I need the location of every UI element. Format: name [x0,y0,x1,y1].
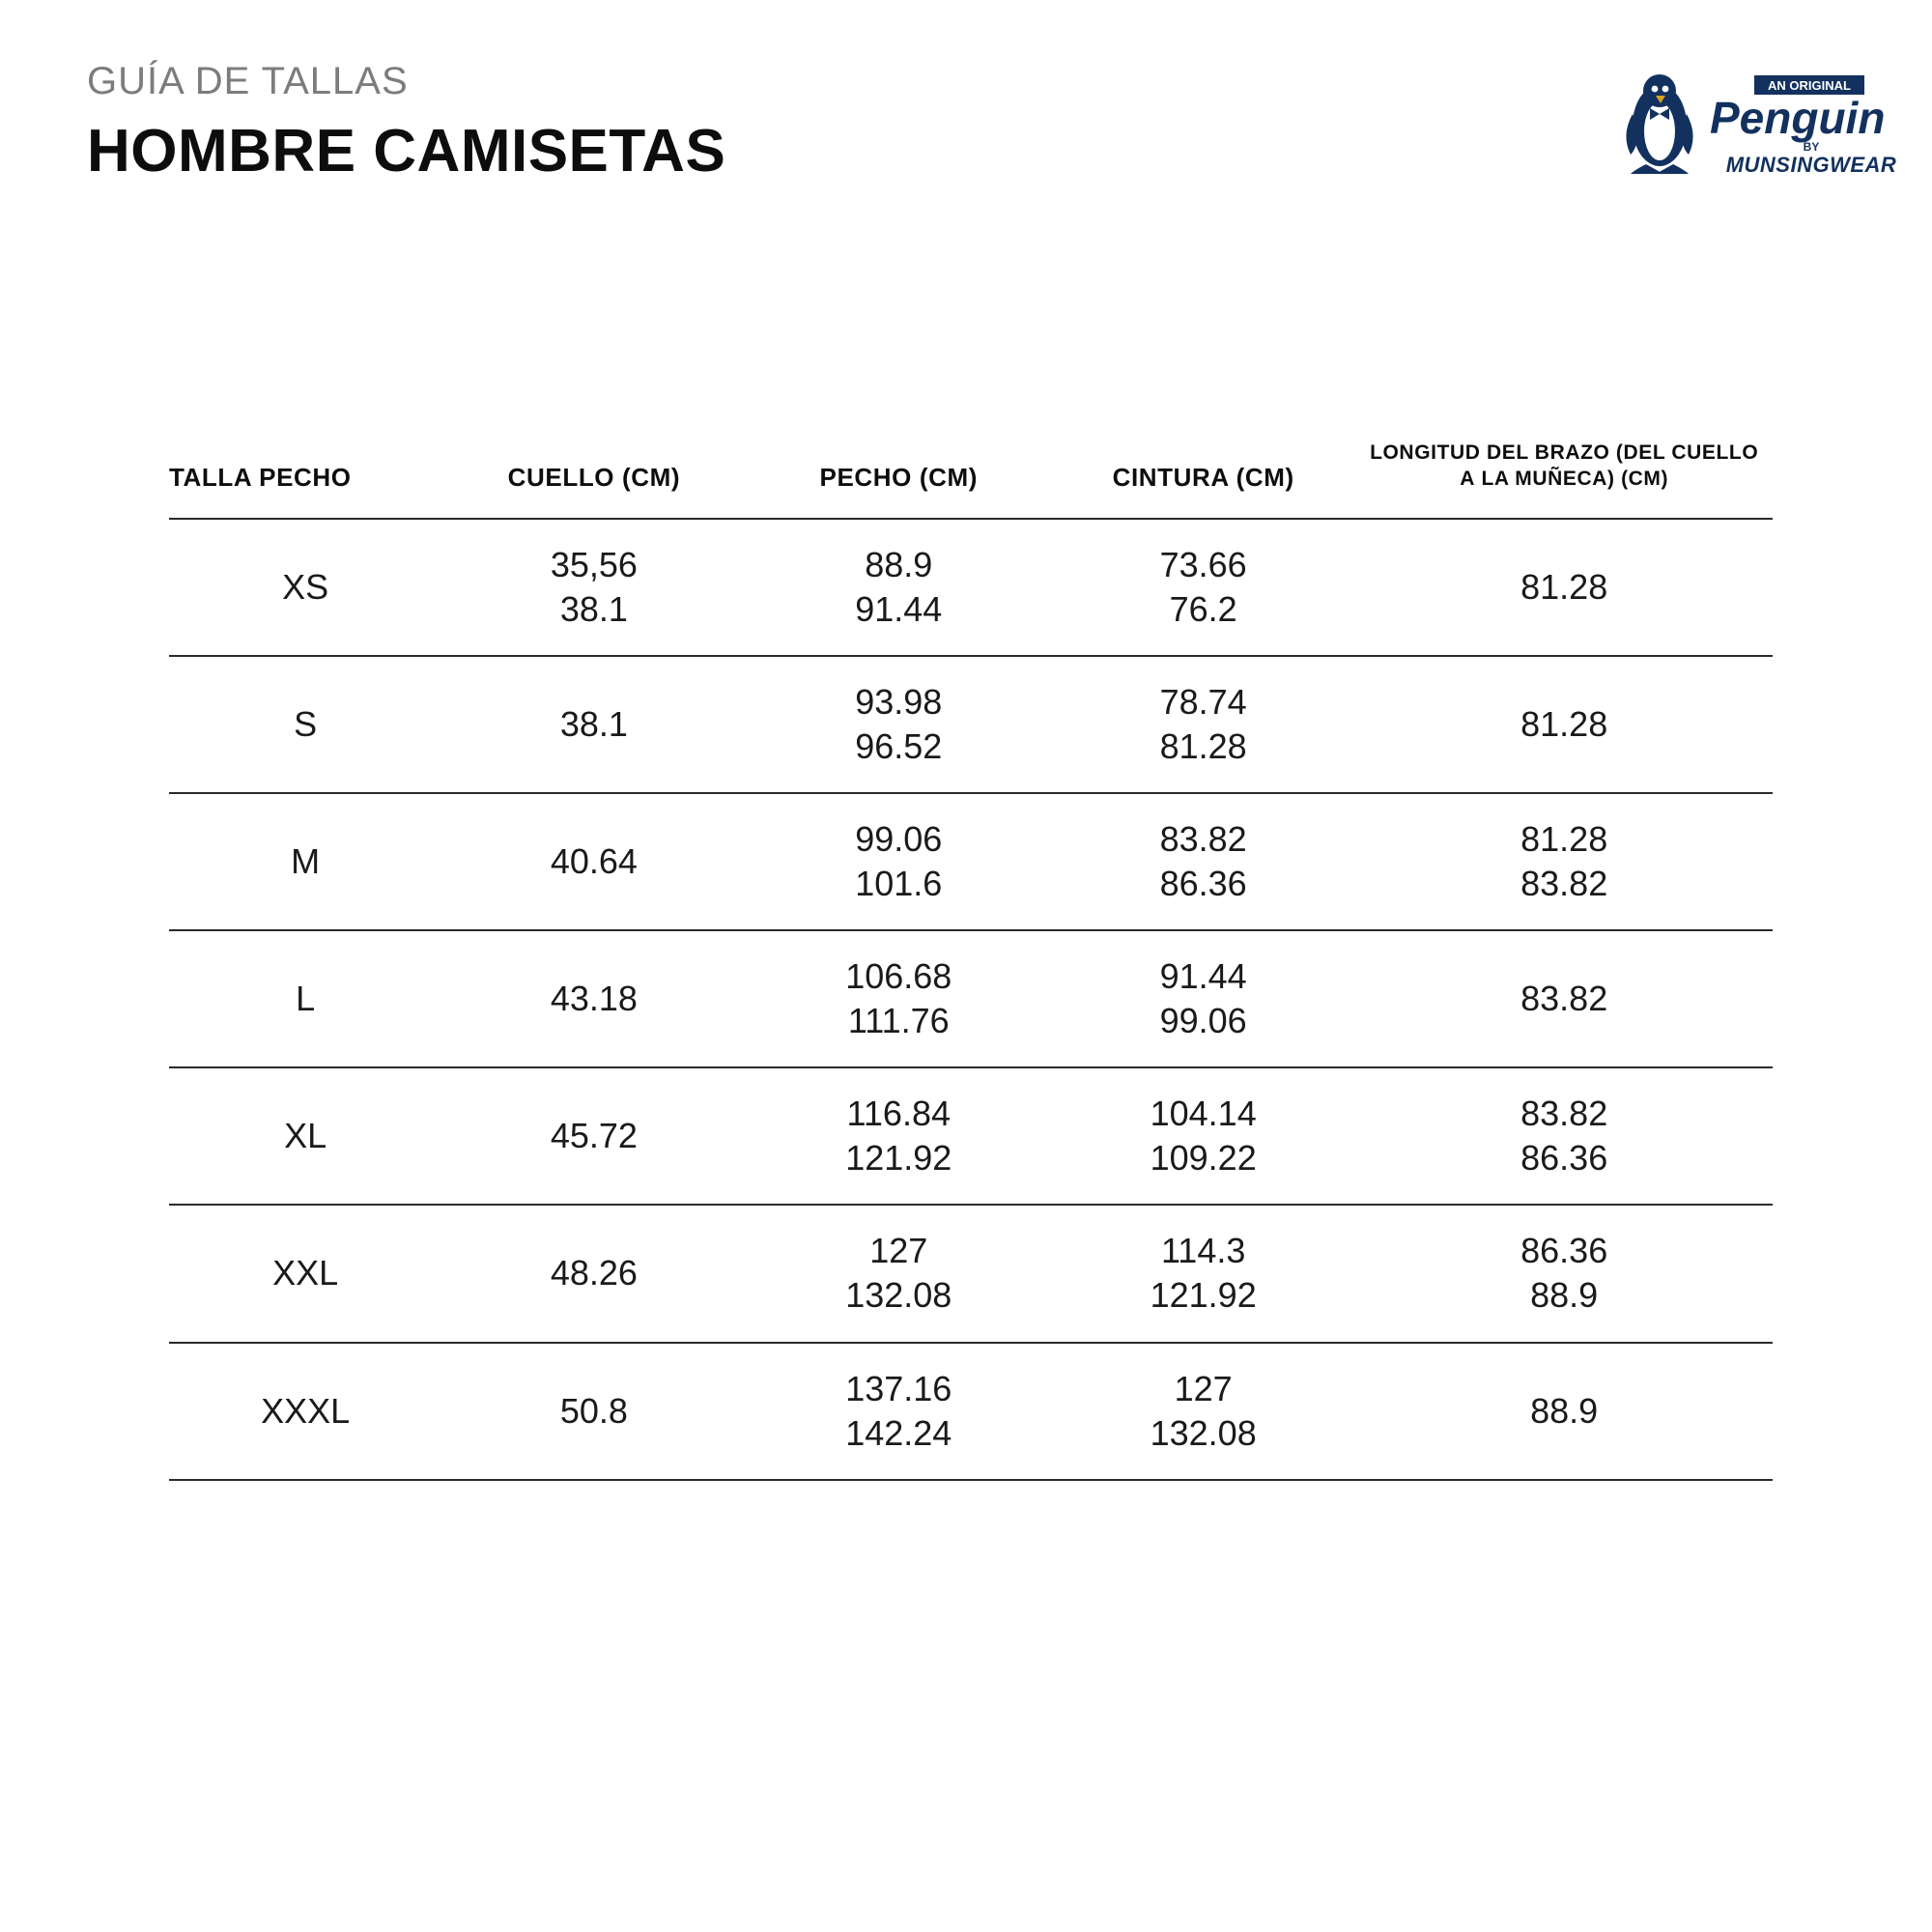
cell-waist-min: 73.66 [1159,544,1247,584]
cell-size: XXL [272,1253,339,1293]
cell-chest-min: 106.68 [845,956,952,997]
cell-size: XS [282,566,329,607]
cell-chest-max: 101.6 [855,863,943,903]
cell-arm-min: 81.28 [1520,566,1608,607]
cell-chest-max: 142.24 [845,1412,952,1453]
cell-neck-min: 43.18 [550,979,638,1019]
cell-chest-min: 88.9 [865,544,933,584]
cell-chest [747,1205,1051,1342]
cell-neck [441,1205,746,1342]
cell-neck [441,930,746,1067]
cell-waist [1051,1205,1355,1342]
cell-arm-min: 83.82 [1520,1094,1608,1134]
cell-arm [1355,519,1773,656]
cell-waist-min: 127 [1174,1368,1233,1408]
table-row [169,519,1773,656]
cell-chest-min: 99.06 [855,818,943,859]
cell-chest [747,793,1051,930]
cell-arm-min: 88.9 [1530,1390,1599,1431]
cell-neck [441,1067,746,1205]
cell-size: XL [284,1116,327,1156]
table-row [169,930,1773,1067]
table-row [169,793,1773,930]
cell-arm-max: 88.9 [1530,1275,1599,1316]
cell-chest-max: 96.52 [855,725,943,766]
table-row [169,1343,1773,1480]
cell-waist-max: 109.22 [1150,1138,1257,1179]
cell-waist [1051,1343,1355,1480]
cell-waist-min: 83.82 [1159,818,1247,859]
table-row [169,1205,1773,1342]
cell-chest [747,519,1051,656]
column-header-arm-line2: (DEL CUELLO A [1460,441,1759,491]
cell-waist-min: 114.3 [1160,1231,1246,1271]
cell-waist-max: 76.2 [1169,588,1237,629]
cell-chest-max: 91.44 [855,588,943,629]
cell-neck [441,1343,746,1480]
cell-arm-min: 81.28 [1520,818,1608,859]
cell-waist-min: 78.74 [1159,681,1247,722]
column-header-arm-line1: LONGITUD DEL BRAZO [1370,441,1610,464]
page-header [87,60,1845,214]
cell-chest [747,930,1051,1067]
cell-neck [441,656,746,793]
cell-chest-max: 132.08 [845,1275,952,1316]
table-body [169,519,1773,1480]
size-table-container [169,440,1773,1481]
cell-neck-min: 40.64 [550,840,638,881]
cell-waist-max: 81.28 [1159,725,1247,766]
cell-waist-min: 104.14 [1150,1094,1257,1134]
cell-waist-max: 99.06 [1159,1001,1247,1041]
cell-arm [1355,793,1773,930]
column-header-chest: PECHO (CM) [819,462,978,492]
cell-chest-min: 137.16 [845,1368,952,1408]
cell-waist-max: 132.08 [1150,1412,1257,1453]
cell-arm [1355,656,1773,793]
cell-chest-min: 116.84 [846,1094,951,1134]
cell-arm [1355,930,1773,1067]
column-header-arm-length [1355,440,1773,519]
cell-arm-min: 81.28 [1520,703,1608,744]
logo-brand-text: Penguin [1710,93,1886,143]
cell-waist-min: 91.44 [1159,956,1247,997]
cell-size: L [296,979,316,1019]
cell-waist [1051,793,1355,930]
size-table [169,440,1773,1481]
cell-chest [747,1343,1051,1480]
cell-arm-min: 86.36 [1520,1231,1608,1271]
cell-size: S [294,703,318,744]
cell-neck-max: 38.1 [559,588,628,629]
cell-chest [747,1067,1051,1205]
logo-by-text: BY [1803,140,1820,154]
cell-waist [1051,930,1355,1067]
cell-waist [1051,656,1355,793]
page-kicker: GUÍA DE TALLAS [87,60,409,102]
cell-arm-max: 86.36 [1520,1138,1608,1179]
cell-waist-max: 121.92 [1150,1275,1257,1316]
cell-chest-max: 121.92 [845,1138,952,1179]
cell-neck-min: 48.26 [550,1253,638,1293]
cell-arm-max: 83.82 [1520,863,1608,903]
penguin-logo-icon [1613,70,1932,185]
column-header-neck: CUELLO (CM) [507,462,681,492]
cell-arm [1355,1343,1773,1480]
cell-neck [441,793,746,930]
cell-size: M [291,840,321,881]
column-header-waist: CINTURA (CM) [1112,462,1294,492]
cell-waist [1051,519,1355,656]
table-header-row [169,440,1773,519]
table-row [169,656,1773,793]
cell-neck-min: 38.1 [559,703,628,744]
cell-size: XXXL [261,1390,351,1431]
page-title: HOMBRE CAMISETAS [87,118,726,185]
brand-logo [1613,70,1932,185]
cell-waist [1051,1067,1355,1205]
cell-chest-min: 127 [869,1231,928,1271]
cell-neck-min: 45.72 [550,1116,638,1156]
column-header-size: TALLA PECHO [169,462,352,492]
cell-chest-max: 111.76 [847,1001,950,1041]
table-row [169,1067,1773,1205]
column-header-arm-line3: LA MUÑECA) (CM) [1481,468,1669,491]
cell-waist-max: 86.36 [1159,863,1247,903]
cell-arm [1355,1205,1773,1342]
logo-top-text: AN ORIGINAL [1768,78,1851,93]
cell-arm [1355,1067,1773,1205]
table-header [169,440,1773,519]
cell-neck-min: 50.8 [559,1390,628,1431]
cell-chest [747,656,1051,793]
cell-chest-min: 93.98 [855,681,943,722]
cell-neck [441,519,746,656]
logo-sub-text: MUNSINGWEAR [1725,153,1897,177]
cell-arm-min: 83.82 [1520,979,1608,1019]
cell-neck-min: 35,56 [550,544,638,584]
